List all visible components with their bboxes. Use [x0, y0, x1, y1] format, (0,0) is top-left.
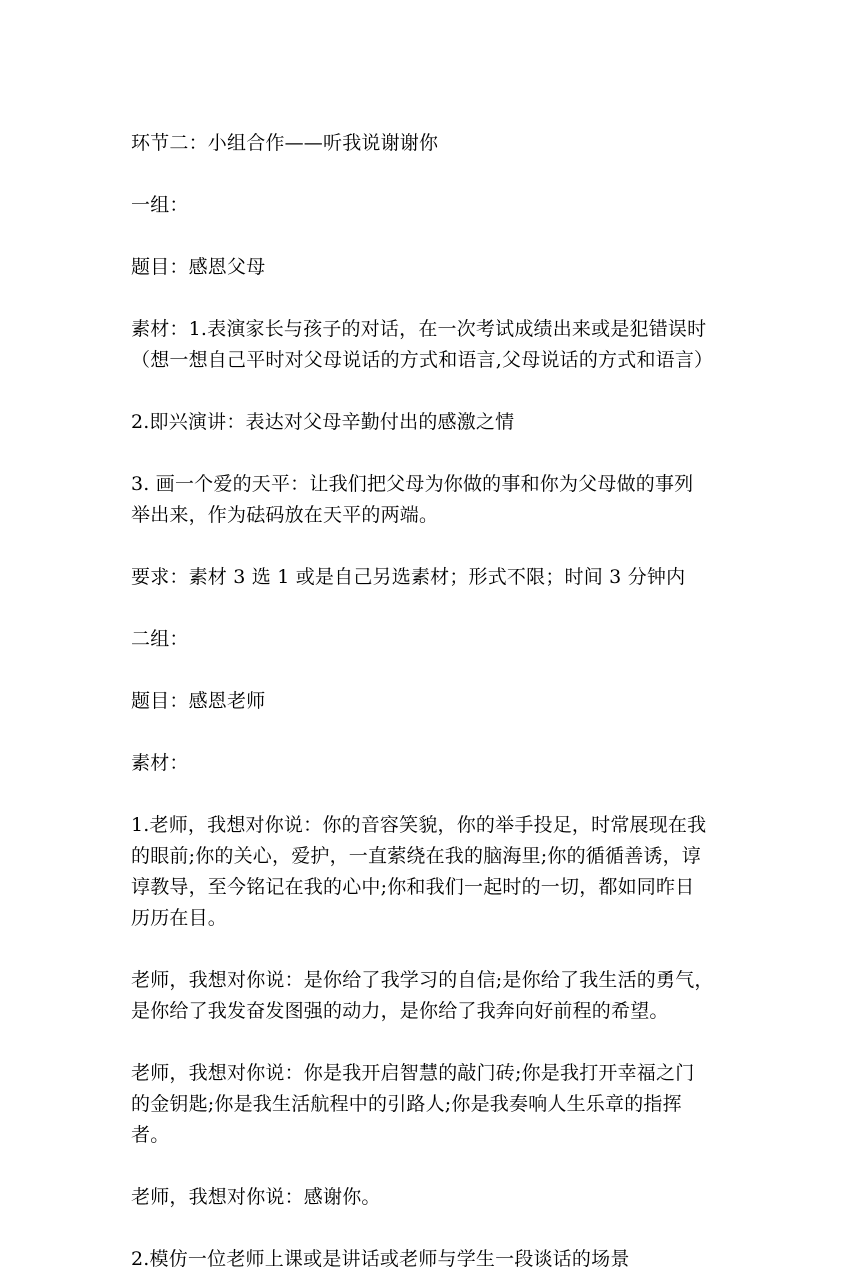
- group2-paragraph-3: [131, 1058, 747, 1151]
- text-line: 谆教导，至今铭记在我的心中;你和我们一起时的一切，都如同昨日: [131, 876, 695, 898]
- text-line: 举出来，作为砝码放在天平的两端。: [131, 504, 439, 526]
- group2-paragraph-2: [131, 965, 747, 1027]
- group1-material-1: [131, 314, 747, 376]
- document-body: [131, 128, 747, 1275]
- group2-material-2: 2.模仿一位老师上课或是讲话或老师与学生一段谈话的场景: [131, 1248, 630, 1270]
- group1-label: 一组：: [131, 194, 189, 216]
- section-heading: 环节二：小组合作——听我说谢谢你: [131, 132, 439, 154]
- text-line: 老师，我想对你说：你是我开启智慧的敲门砖;你是我打开幸福之门: [131, 1062, 695, 1084]
- text-line: 的眼前;你的关心，爱护，一直萦绕在我的脑海里;你的循循善诱，谆: [131, 845, 702, 867]
- group1-material-2: 2.即兴演讲：表达对父母辛勤付出的感激之情: [131, 411, 515, 433]
- group2-paragraph-4: 老师，我想对你说：感谢你。: [131, 1186, 381, 1208]
- text-line: 者。: [131, 1124, 170, 1146]
- group1-requirement: 要求：素材 3 选 1 或是自己另选素材；形式不限；时间 3 分钟内: [131, 566, 686, 588]
- group2-material-label: 素材：: [131, 752, 189, 774]
- text-line: 的金钥匙;你是我生活航程中的引路人;你是我奏响人生乐章的指挥: [131, 1093, 682, 1115]
- group2-label: 二组：: [131, 628, 189, 650]
- text-line: 历历在目。: [131, 907, 228, 929]
- group2-paragraph-1: [131, 810, 747, 934]
- text-line: 3. 画一个爱的天平：让我们把父母为你做的事和你为父母做的事列: [131, 473, 694, 495]
- text-line: （想一想自己平时对父母说话的方式和语言,父母说话的方式和语言）: [131, 349, 714, 371]
- group1-material-3: [131, 469, 747, 531]
- text-line: 是你给了我发奋发图强的动力，是你给了我奔向好前程的希望。: [131, 1000, 669, 1022]
- text-line: 1.老师，我想对你说：你的音容笑貌，你的举手投足，时常展现在我: [131, 814, 707, 836]
- text-line: 素材：1.表演家长与孩子的对话，在一次考试成绩出来或是犯错误时: [131, 318, 707, 340]
- text-line: 老师，我想对你说：是你给了我学习的自信;是你给了我生活的勇气，: [131, 969, 714, 991]
- group2-topic: 题目：感恩老师: [131, 690, 266, 712]
- group1-topic: 题目：感恩父母: [131, 256, 266, 278]
